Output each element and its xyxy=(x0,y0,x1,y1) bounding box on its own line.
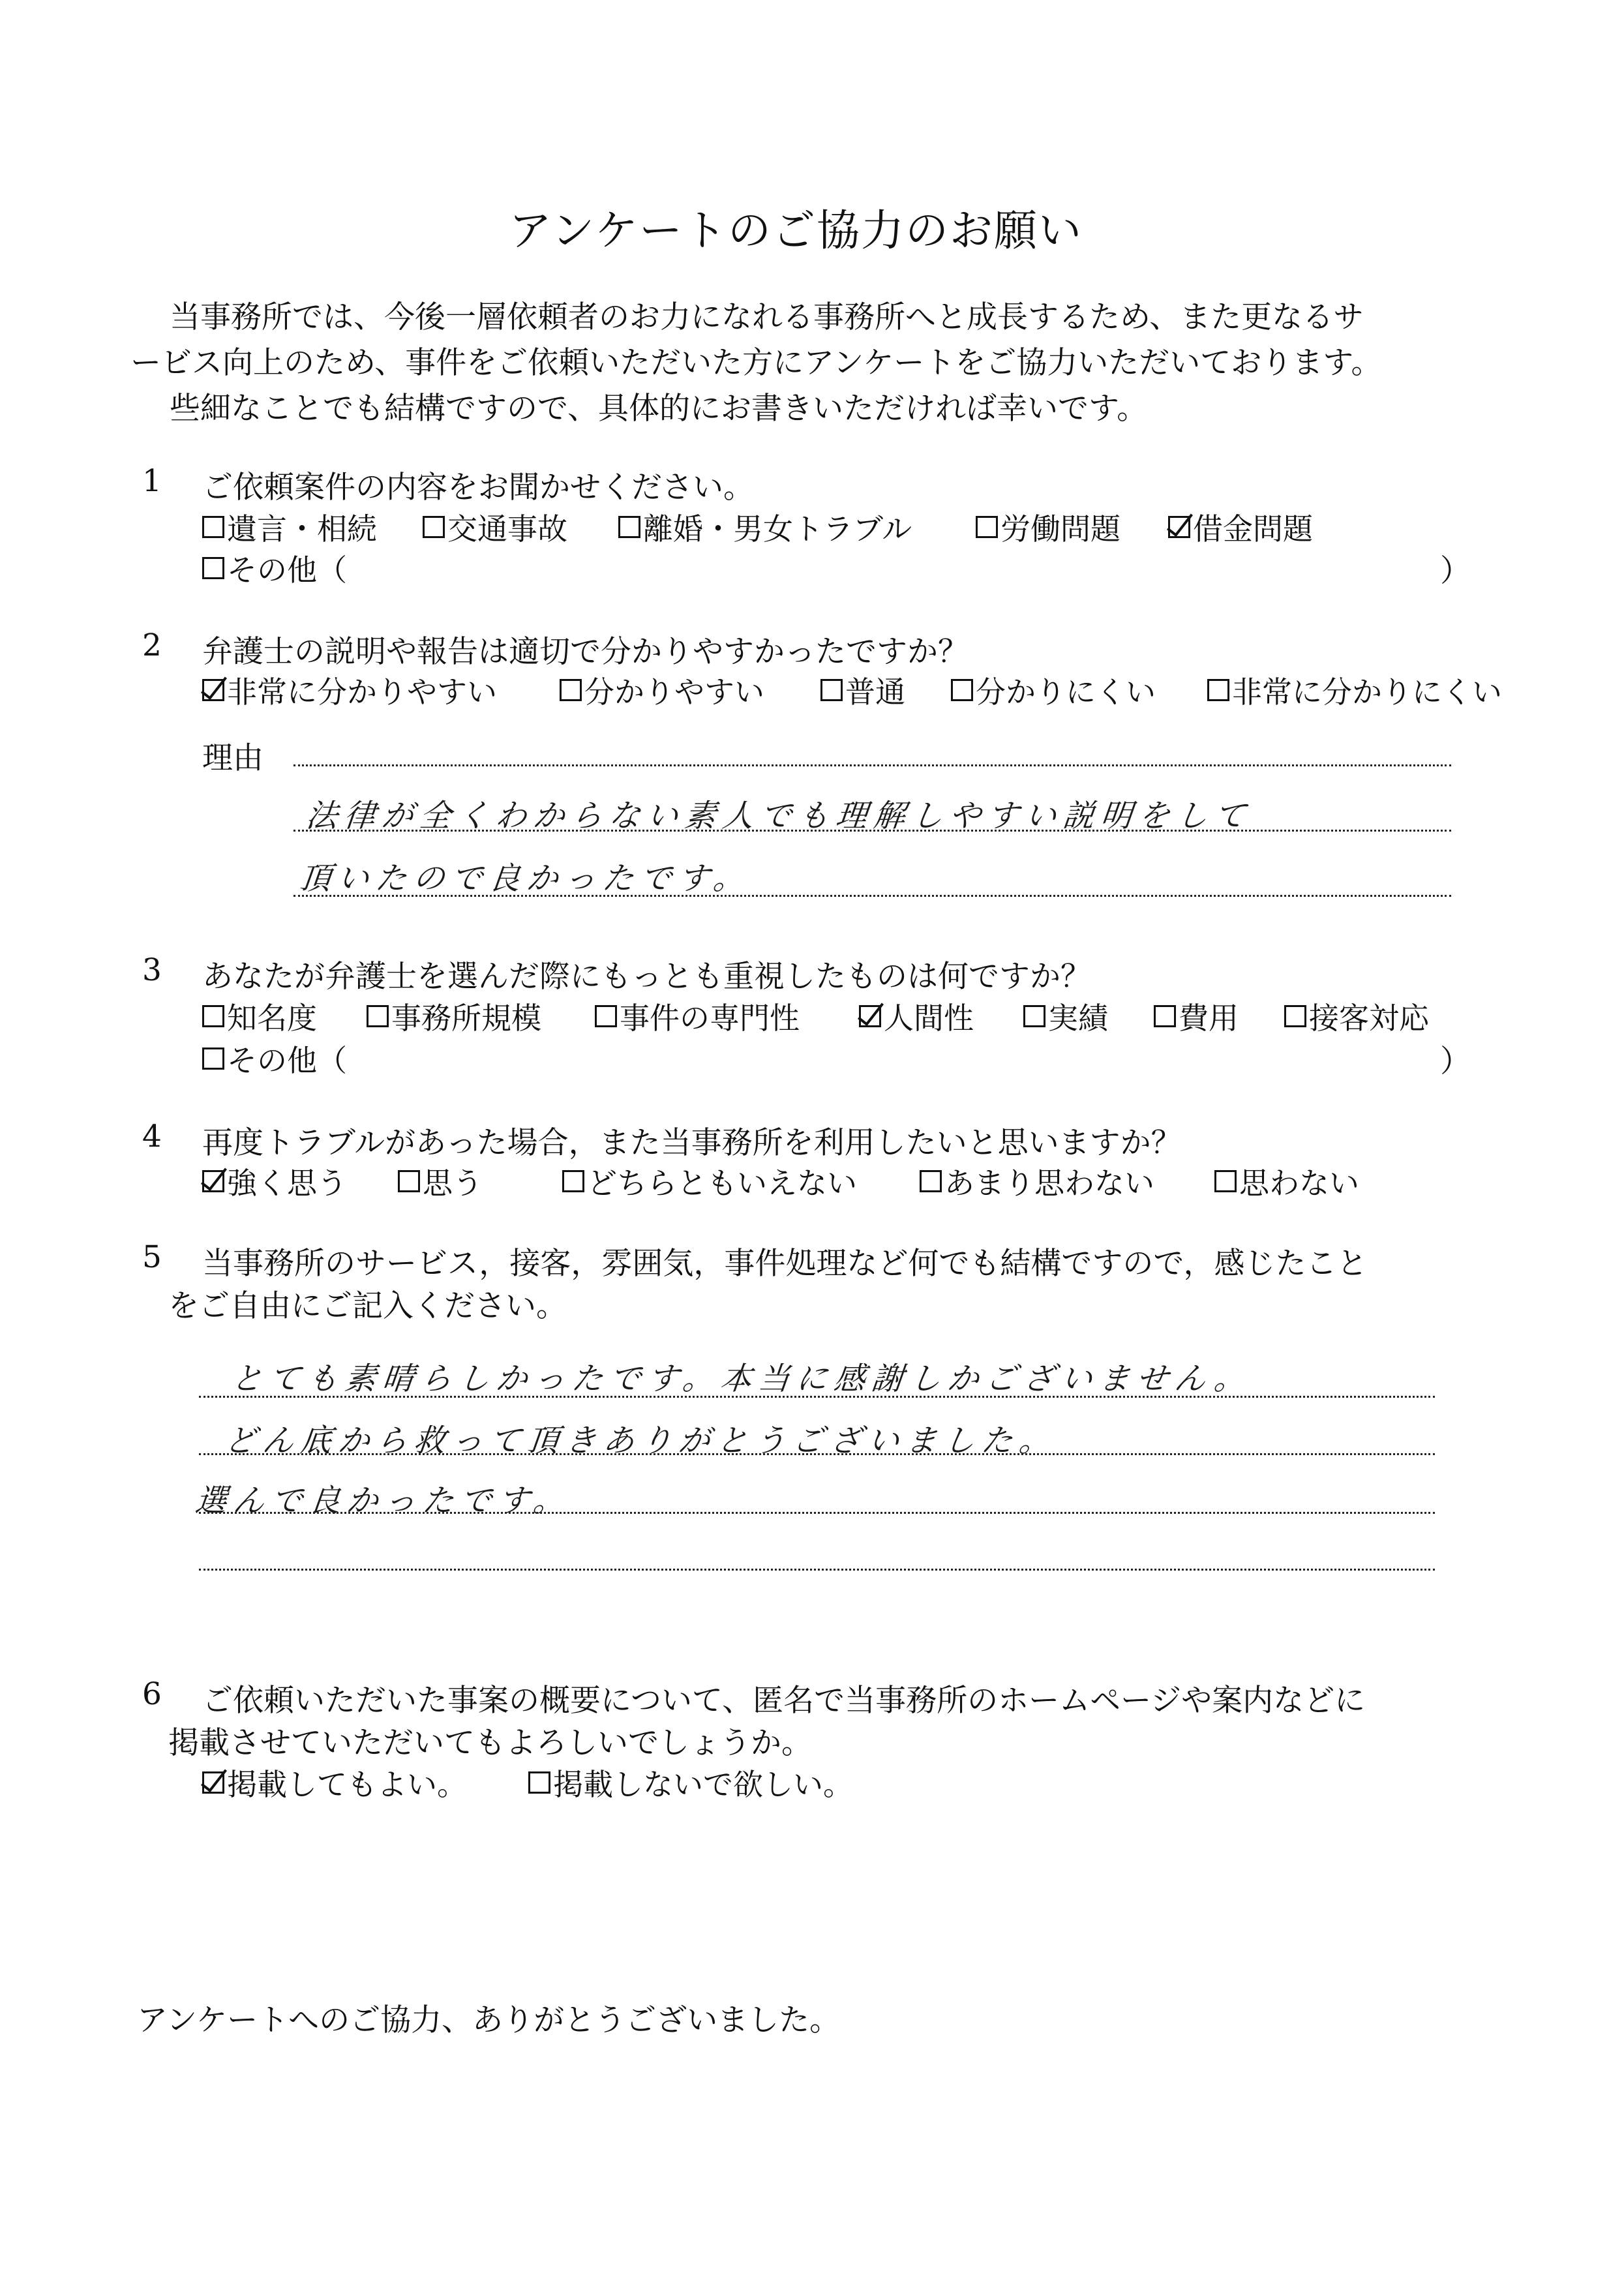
q3-option[interactable]: 実績 xyxy=(1023,995,1154,1038)
q4-number: 4 xyxy=(142,1119,162,1154)
q1-option[interactable]: 遺言・相続 xyxy=(202,505,423,549)
q6-number: 6 xyxy=(142,1676,162,1712)
checkbox[interactable] xyxy=(951,679,973,701)
q3-option[interactable]: 事件の専門性 xyxy=(595,995,859,1038)
q2-option[interactable]: 非常に分かりにくい xyxy=(1207,669,1502,712)
intro-line-2: ービス向上のため、事件をご依頼いただいた方にアンケートをご協力いただいております。 xyxy=(130,345,1382,381)
reason-line-3 xyxy=(293,895,1451,897)
q5-text-2: をご自由にご記入ください。 xyxy=(168,1288,567,1324)
q1-number: 1 xyxy=(142,463,162,499)
checkbox[interactable] xyxy=(528,1771,550,1794)
closing-text: アンケートへのご協力、ありがとうございました。 xyxy=(137,2002,841,2038)
checkbox[interactable] xyxy=(398,1170,420,1192)
q6-option[interactable]: 掲載しないで欲しい。 xyxy=(528,1761,853,1804)
checkbox[interactable] xyxy=(595,1005,617,1027)
q3-number: 3 xyxy=(142,952,162,988)
answer-line-4 xyxy=(199,1569,1435,1571)
checkbox[interactable] xyxy=(562,1170,584,1192)
checkbox[interactable] xyxy=(1023,1005,1045,1027)
intro-line-1: 当事務所では、今後一層依頼者のお力になれる事務所へと成長するため、また更なるサ xyxy=(170,299,1364,335)
q2-reason-label: 理由 xyxy=(202,740,263,776)
q5-text-1: 当事務所のサービス，接客，雰囲気，事件処理など何でも結構ですので，感じたこと xyxy=(202,1246,1368,1282)
checkbox[interactable] xyxy=(367,1005,389,1027)
q1-other[interactable]: その他（ xyxy=(202,547,347,590)
q6-text-1: ご依頼いただいた事案の概要について、匿名で当事務所のホームページや案内などに xyxy=(202,1683,1366,1719)
checkbox[interactable] xyxy=(618,516,640,538)
q2-reason-answer-2: 頂いたので良かったです。 xyxy=(297,860,753,897)
q5-answer-3: 選んで良かったです。 xyxy=(193,1483,573,1519)
checkbox[interactable] xyxy=(1154,1005,1176,1027)
checkbox[interactable] xyxy=(202,516,224,538)
q6-text-2: 掲載させていただいてもよろしいでしょうか。 xyxy=(168,1725,812,1761)
q2-text: 弁護士の説明や報告は適切で分かりやすかったですか？ xyxy=(202,634,969,670)
q5-answer-2: どん底から救って頂きありがとうございました。 xyxy=(222,1423,1059,1459)
q2-option[interactable]: 分かりやすい xyxy=(560,669,820,712)
checkbox[interactable] xyxy=(1207,679,1229,701)
q3-option[interactable]: 費用 xyxy=(1154,995,1284,1038)
answer-line-2 xyxy=(199,1453,1435,1455)
checkbox[interactable] xyxy=(202,1047,224,1070)
checkbox[interactable] xyxy=(1284,1005,1306,1027)
q1-other-close: ） xyxy=(1440,553,1471,589)
q4-option[interactable]: 強く思う xyxy=(202,1160,398,1203)
q3-options xyxy=(202,995,1429,1038)
q3-text: あなたが弁護士を選んだ際にもっとも重視したものは何ですか？ xyxy=(202,959,1091,995)
q3-option[interactable]: 人間性 xyxy=(859,995,1023,1038)
checkbox[interactable] xyxy=(920,1170,942,1192)
page-title: アンケートのご協力のお願い xyxy=(509,205,1083,256)
q2-number: 2 xyxy=(142,627,162,663)
q6-options xyxy=(202,1761,853,1804)
checkbox-checked[interactable] xyxy=(1168,516,1190,538)
checkbox-checked[interactable] xyxy=(202,1170,224,1192)
checkbox-checked[interactable] xyxy=(859,1005,881,1027)
q1-option[interactable]: 離婚・男女トラブル xyxy=(618,505,976,549)
q2-reason-answer-1: 法律が全くわからない素人でも理解しやすい説明をして xyxy=(304,798,1254,834)
intro-line-3: 些細なことでも結構ですので、具体的にお書きいただければ幸いです。 xyxy=(170,391,1148,427)
q5-answer-1: とても素晴らしかったです。本当に感謝しかございません。 xyxy=(229,1361,1254,1397)
q4-option[interactable]: 思わない xyxy=(1214,1160,1359,1203)
q5-number: 5 xyxy=(142,1239,162,1275)
q2-option[interactable]: 非常に分かりやすい xyxy=(202,669,560,712)
checkbox[interactable] xyxy=(202,557,224,579)
answer-line-3 xyxy=(199,1512,1435,1514)
q3-other-close: ） xyxy=(1440,1044,1471,1079)
q4-options xyxy=(202,1160,1359,1203)
q1-text: ご依頼案件の内容をお聞かせください。 xyxy=(202,470,754,505)
q3-option[interactable]: 事務所規模 xyxy=(367,995,595,1038)
checkbox[interactable] xyxy=(423,516,445,538)
checkbox[interactable] xyxy=(202,1005,224,1027)
reason-line-2 xyxy=(293,830,1451,832)
q3-option[interactable]: 知名度 xyxy=(202,995,367,1038)
checkbox[interactable] xyxy=(976,516,998,538)
q3-option[interactable]: 接客対応 xyxy=(1284,995,1429,1038)
q1-option[interactable]: 交通事故 xyxy=(423,505,618,549)
q4-option[interactable]: 思う xyxy=(398,1160,562,1203)
q2-options xyxy=(202,669,1502,712)
checkbox[interactable] xyxy=(560,679,582,701)
q2-option[interactable]: 分かりにくい xyxy=(951,669,1207,712)
q4-text: 再度トラブルがあった場合，また当事務所を利用したいと思いますか？ xyxy=(202,1125,1182,1161)
q1-option[interactable]: 借金問題 xyxy=(1168,505,1313,549)
q4-option[interactable]: どちらともいえない xyxy=(562,1160,920,1203)
q4-option[interactable]: あまり思わない xyxy=(920,1160,1214,1203)
answer-line-1 xyxy=(199,1396,1435,1398)
q2-option[interactable]: 普通 xyxy=(820,669,951,712)
checkbox[interactable] xyxy=(820,679,843,701)
q3-other[interactable]: その他（ xyxy=(202,1037,347,1080)
checkbox[interactable] xyxy=(1214,1170,1237,1192)
checkbox-checked[interactable] xyxy=(202,1771,224,1794)
reason-line-1 xyxy=(293,764,1451,766)
q1-option[interactable]: 労働問題 xyxy=(976,505,1168,549)
q6-option[interactable]: 掲載してもよい。 xyxy=(202,1761,528,1804)
checkbox-checked[interactable] xyxy=(202,679,224,701)
q1-options xyxy=(202,505,1313,549)
